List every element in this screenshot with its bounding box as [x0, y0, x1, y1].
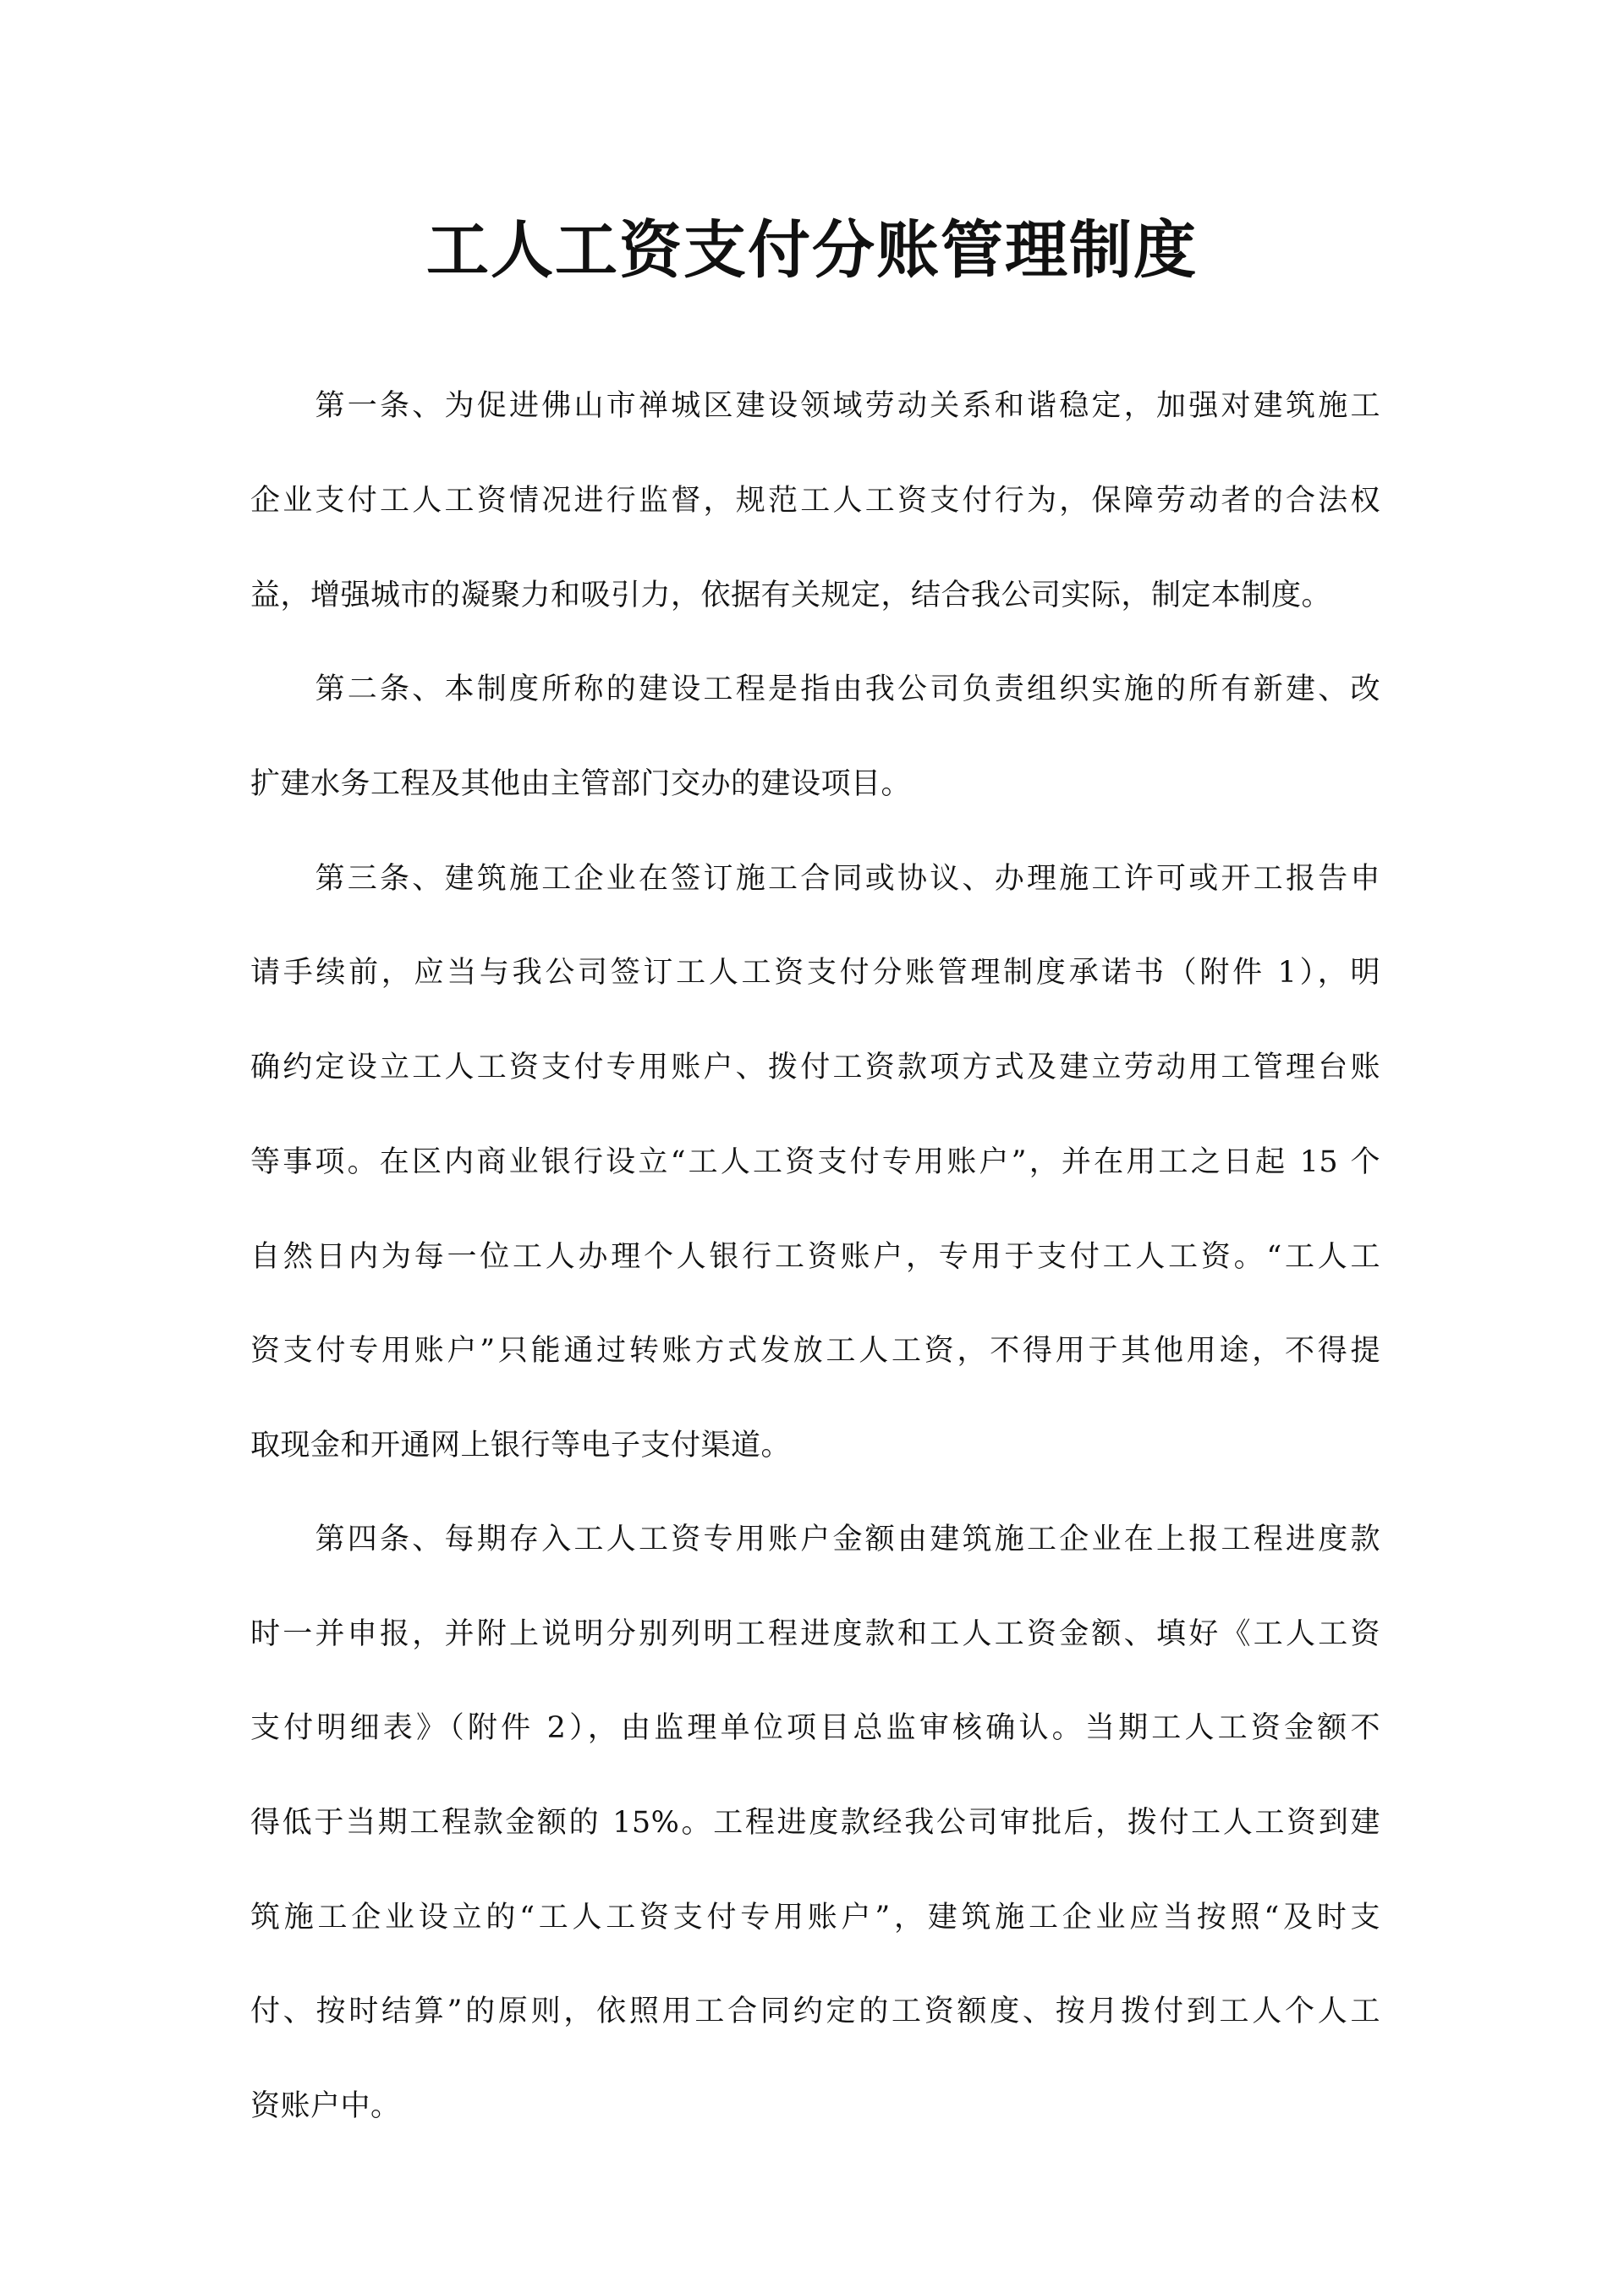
article-4-line-7: 资账户中。 [250, 2089, 401, 2123]
article-2-line-2: 扩建水务工程及其他由主管部门交办的建设项目。 [250, 767, 912, 801]
article-4-line-2: 时一并申报，并附上说明分别列明工程进度款和工人工资金额、填好《工人工资 [250, 1617, 1380, 1651]
article-3-line-2: 请手续前，应当与我公司签订工人工资支付分账管理制度承诺书（附件 1），明 [250, 956, 1380, 990]
article-2-line-1: 第二条、本制度所称的建设工程是指由我公司负责组织实施的所有新建、改 [250, 672, 1380, 706]
article-3-line-1: 第三条、建筑施工企业在签订施工合同或协议、办理施工许可或开工报告申 [250, 862, 1380, 896]
article-3-line-7: 取现金和开通网上银行等电子支付渠道。 [250, 1429, 792, 1463]
article-4-line-5: 筑施工企业设立的“工人工资支付专用账户”，建筑施工企业应当按照“及时支 [250, 1901, 1380, 1935]
article-4-line-4: 得低于当期工程款金额的 15%。工程进度款经我公司审批后，拨付工人工资到建 [250, 1806, 1380, 1840]
article-3-line-5: 自然日内为每一位工人办理个人银行工资账户，专用于支付工人工资。“工人工 [250, 1240, 1380, 1274]
article-3-line-4: 等事项。在区内商业银行设立“工人工资支付专用账户”，并在用工之日起 15 个 [250, 1145, 1380, 1179]
article-3-line-6: 资支付专用账户”只能通过转账方式发放工人工资，不得用于其他用途，不得提 [250, 1334, 1380, 1368]
article-4-line-6: 付、按时结算”的原则，依照用工合同约定的工资额度、按月拨付到工人个人工 [250, 1995, 1380, 2028]
article-1-line-2: 企业支付工人工资情况进行监督，规范工人工资支付行为，保障劳动者的合法权 [250, 484, 1380, 518]
article-1-line-1: 第一条、为促进佛山市禅城区建设领域劳动关系和谐稳定，加强对建筑施工 [250, 389, 1380, 423]
article-4-line-3: 支付明细表》（附件 2），由监理单位项目总监审核确认。当期工人工资金额不 [250, 1711, 1380, 1745]
article-3-line-3: 确约定设立工人工资支付专用账户、拨付工资款项方式及建立劳动用工管理台账 [250, 1051, 1380, 1084]
article-1-line-3: 益，增强城市的凝聚力和吸引力，依据有关规定，结合我公司实际，制定本制度。 [250, 579, 1332, 612]
article-4-line-1: 第四条、每期存入工人工资专用账户金额由建筑施工企业在上报工程进度款 [250, 1523, 1380, 1556]
document-title: 工人工资支付分账管理制度 [426, 214, 1198, 287]
